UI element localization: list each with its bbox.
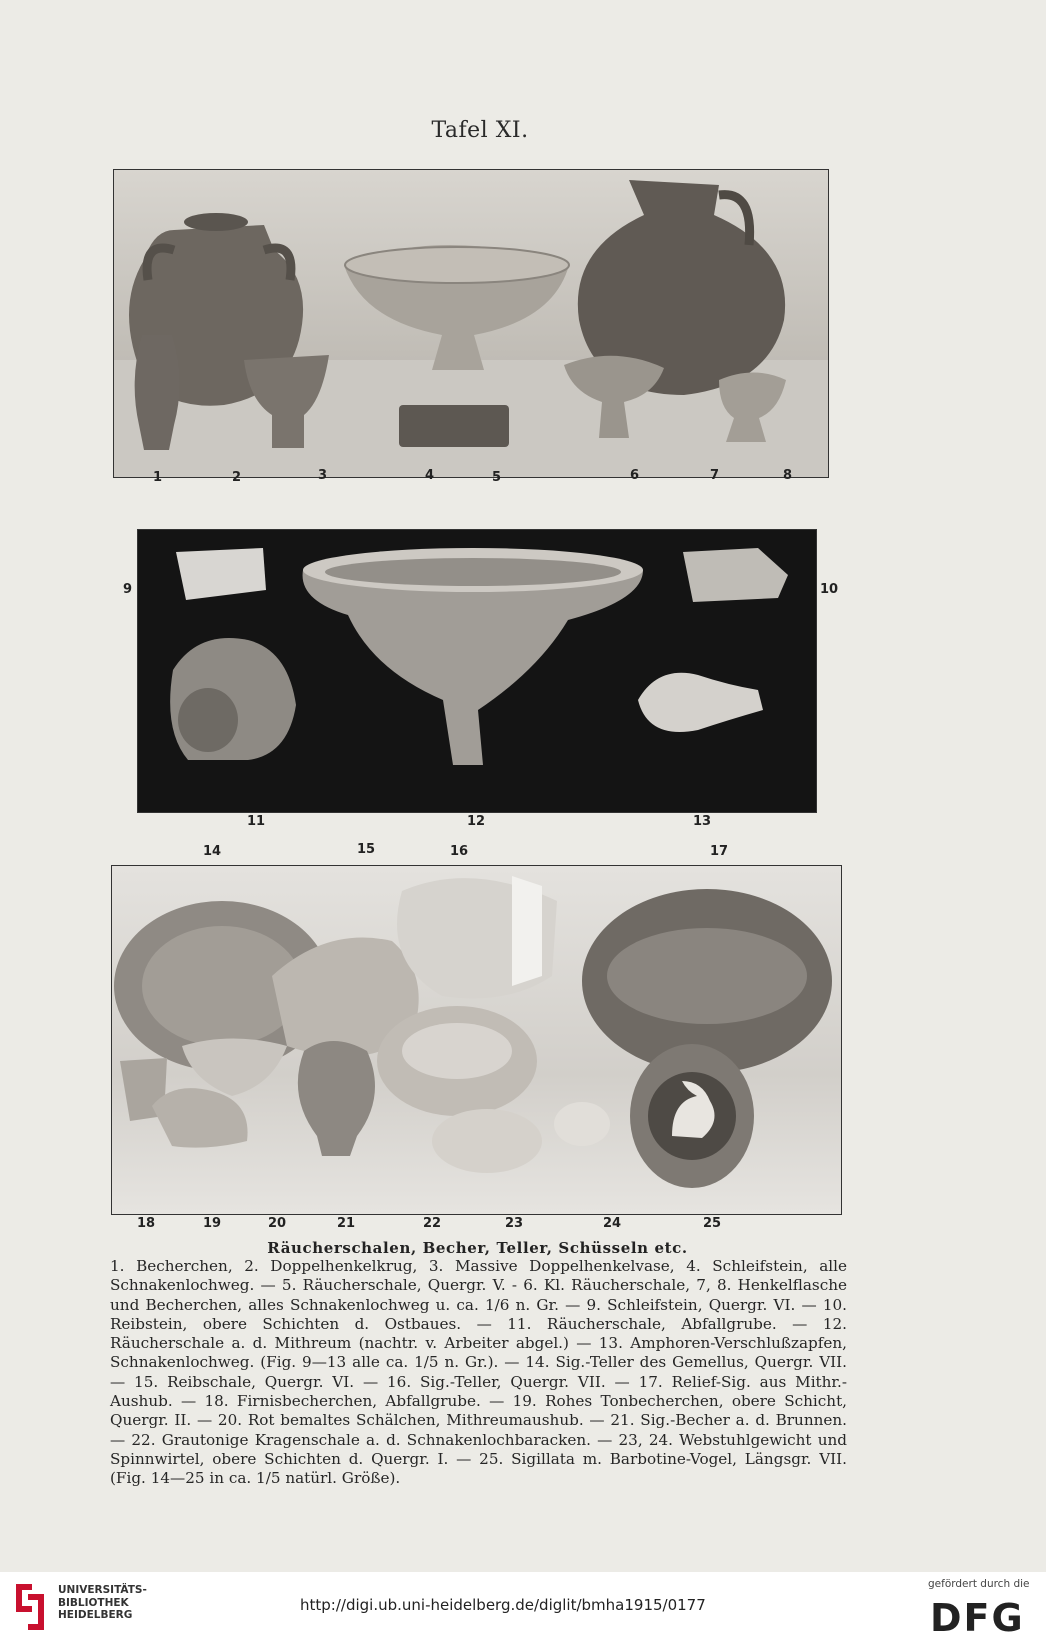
fig-label: 23 [505, 1216, 524, 1231]
fig-label: 3 [318, 468, 328, 483]
fig-label: 12 [467, 814, 486, 829]
fig-label: 16 [450, 844, 469, 859]
funding-note: gefördert durch die [928, 1578, 1030, 1590]
viewer-footer [0, 1572, 1046, 1645]
caption-text: 1. Becherchen, 2. Doppelhenkelkrug, 3. Massive Doppelhenkelvase, 4. Schleifstein, alle Schnakenlochweg. — 5. Räucherschale, Quergr. V. - 6. Kl. Räucherschale, 7, 8. Henkelflasche und Becherchen, alles Schnakenlochweg u. ca. 1/6 n. Gr. — 9. Schleifstein, Quergr. VI. — 10. Reibstein, obere Schichten d. Ostbaues. — 11. Räucherschale, Abfallgrube. — 12. Räucherschale a. d. Mithreum (nachtr. v. Arbeiter abgel.) — 13. Amphoren-Verschlußzapfen, Schnakenlochweg. (Fig. 9—13 alle ca. 1/5 n. Gr.). — 14. Sig.-Teller des Gemellus, Quergr. VII. — 15. Reibschale, Quergr. VI. — 16. Sig.-Teller, Quergr. VII. — 17. Relief-Sig. aus Mithr.-Aushub. — 18. Firnisbecherchen, Abfallgrube. — 19. Rohes Tonbecherchen, obere Schicht, Quergr. II. — 20. Rot bemaltes Schälchen, Mithreumaushub. — 21. Sig.-Becher a. d. Brunnen. — 22. Grautonige Kragenschale a. d. Schnakenlochbaracken. — 23, 24. Webstuhlgewicht und Spinnwirtel, obere Schichten d. Quergr. I. — 25. Sigillata m. Barbotine-Vogel, Längsgr. VII. (Fig. 14—25 in ca. 1/5 natürl. Größe). [110, 1257, 847, 1488]
fig-label: 17 [710, 844, 729, 859]
university-library-logo [10, 1580, 50, 1636]
fig-label: 13 [693, 814, 712, 829]
dfg-logo: DFG [930, 1596, 1025, 1640]
library-name-line: BIBLIOTHEK [58, 1596, 129, 1609]
library-name [58, 1584, 147, 1622]
dishes-photo [112, 866, 841, 1214]
photo-plate-1 [113, 169, 829, 478]
fig-label: 1 [153, 470, 163, 485]
fig-label: 15 [357, 842, 376, 857]
fig-label: 6 [630, 468, 640, 483]
library-name-line: UNIVERSITÄTS- [58, 1584, 147, 1596]
fig-label: 18 [137, 1216, 156, 1231]
library-name-line: HEIDELBERG [58, 1609, 133, 1621]
caption-title: Räucherschalen, Becher, Teller, Schüsseln etc. [267, 1239, 688, 1257]
fig-label: 21 [337, 1216, 356, 1231]
fig-label: 14 [203, 844, 222, 859]
fig-label: 11 [247, 814, 266, 829]
photo-plate-3 [111, 865, 842, 1215]
plate-title: Tafel XI. [431, 118, 529, 143]
permalink-url[interactable]: http://digi.ub.uni-heidelberg.de/diglit/bmha1915/0177 [300, 1596, 706, 1614]
fig-label: 8 [783, 468, 793, 483]
stones-photo [138, 530, 816, 812]
fig-label: 20 [268, 1216, 287, 1231]
fig-label: 25 [703, 1216, 722, 1231]
fig-label: 7 [710, 468, 720, 483]
fig-label: 22 [423, 1216, 442, 1231]
vessels-photo [114, 170, 828, 477]
fig-label: 5 [492, 470, 502, 485]
fig-label: 9 [123, 582, 133, 597]
photo-plate-2 [137, 529, 817, 813]
fig-label: 24 [603, 1216, 622, 1231]
fig-label: 19 [203, 1216, 222, 1231]
fig-label: 4 [425, 468, 435, 483]
fig-label: 2 [232, 470, 242, 485]
fig-label: 10 [820, 582, 839, 597]
